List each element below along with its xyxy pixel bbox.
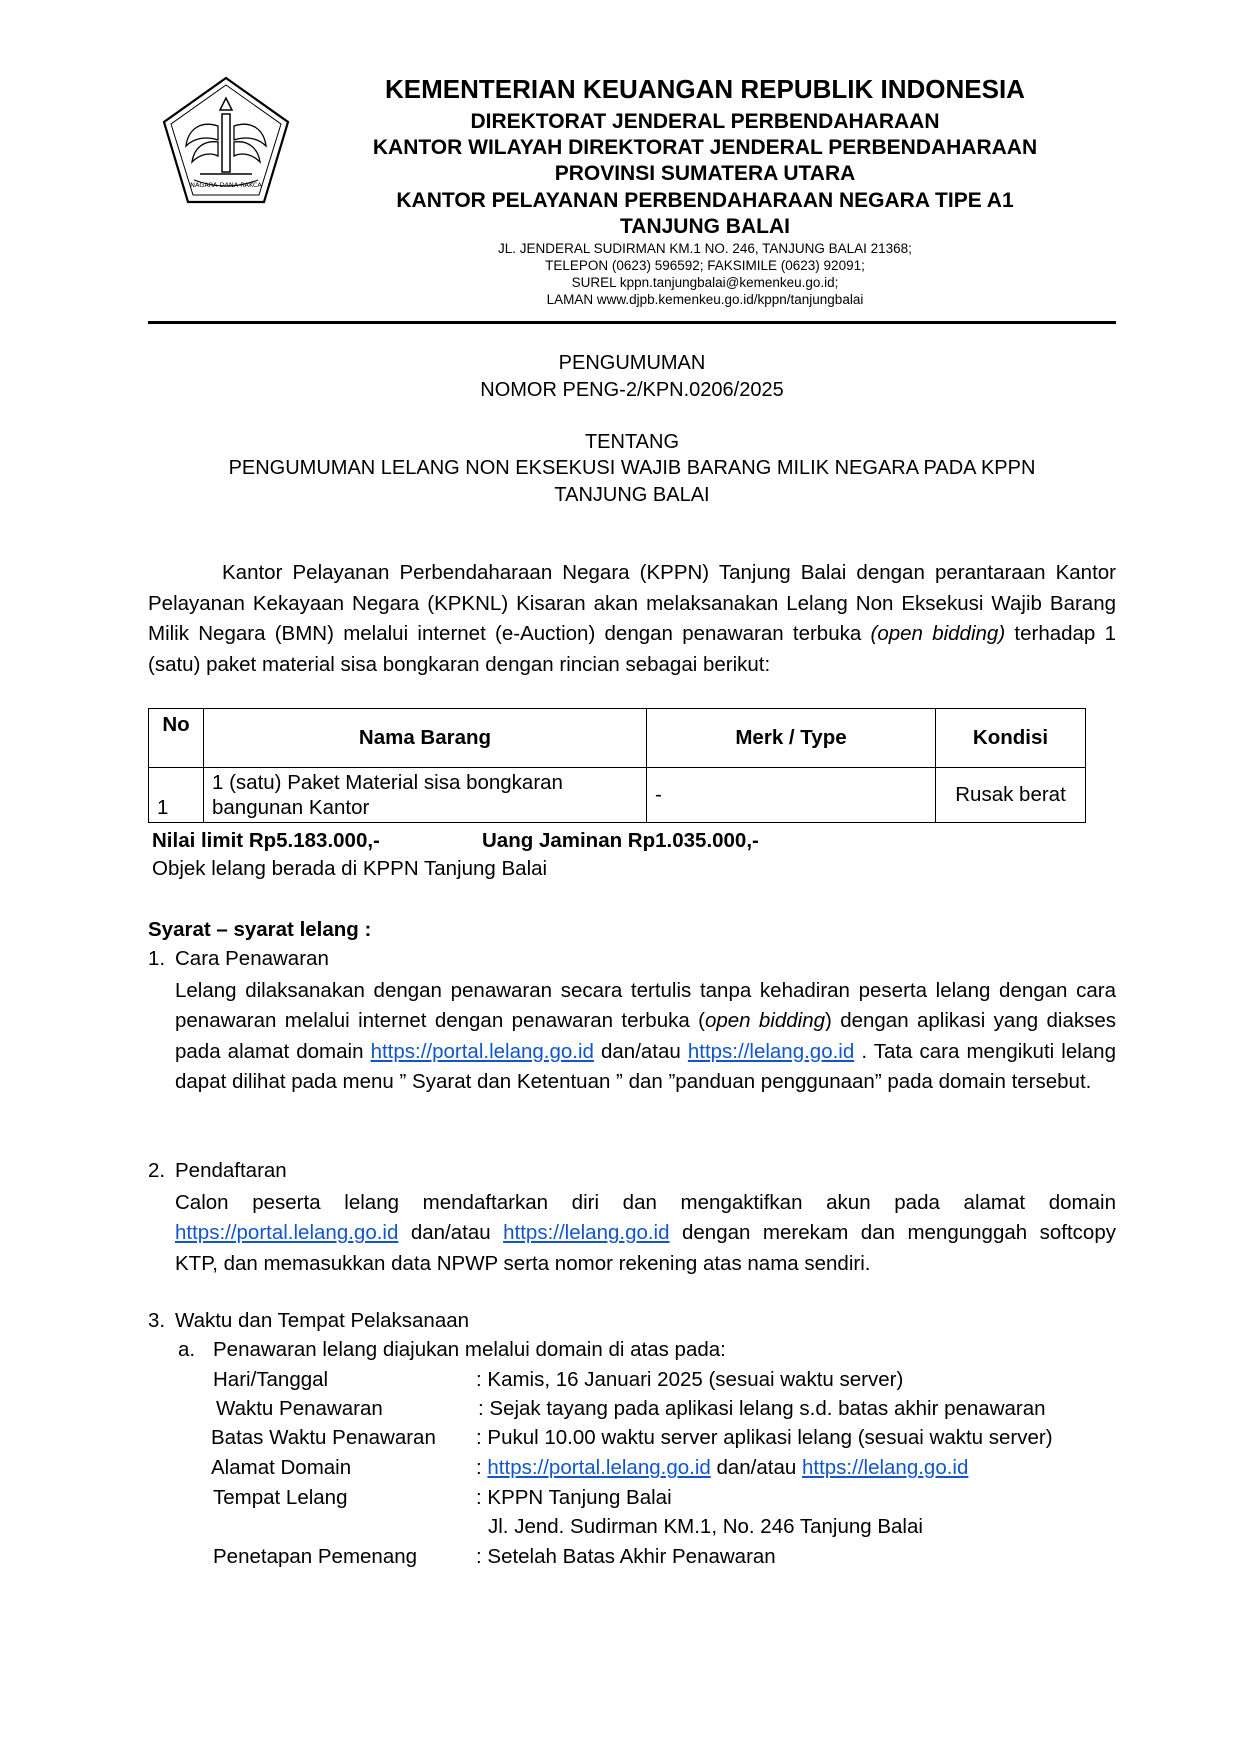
letterhead-divider bbox=[148, 321, 1116, 324]
table-header-name: Nama Barang bbox=[204, 709, 647, 768]
detail-key-winner: Penetapan Pemenang bbox=[213, 1545, 418, 1568]
portal-link[interactable]: https://portal.lelang.go.id bbox=[175, 1221, 399, 1245]
province-name: PROVINSI SUMATERA UTARA bbox=[554, 162, 856, 185]
ministry-logo bbox=[160, 76, 292, 208]
req1-number: 1. bbox=[148, 947, 166, 970]
cell-brand: - bbox=[647, 768, 936, 823]
detail-value-place-address: Jl. Jend. Sudirman KM.1, No. 246 Tanjung Balai bbox=[488, 1515, 923, 1538]
detail-value-domain: : https://portal.lelang.go.id dan/atau https://lelang.go.id bbox=[476, 1456, 969, 1479]
detail-value-place: : KPPN Tanjung Balai bbox=[476, 1486, 672, 1509]
table-header-brand: Merk / Type bbox=[647, 709, 936, 768]
ministry-name: KEMENTERIAN KEUANGAN REPUBLIK INDONESIA bbox=[385, 74, 1025, 104]
object-location: Objek lelang berada di KPPN Tanjung Balai bbox=[152, 857, 548, 880]
office-website: LAMAN www.djpb.kemenkeu.go.id/kppn/tanjungbalai bbox=[546, 292, 864, 307]
req3a-title: Penawaran lelang diajukan melalui domain di atas pada: bbox=[213, 1338, 726, 1361]
requirements-title: Syarat – syarat lelang : bbox=[148, 918, 372, 941]
detail-key-date: Hari/Tanggal bbox=[213, 1368, 329, 1391]
document-about: TENTANG bbox=[584, 431, 680, 453]
office-email: SUREL kppn.tanjungbalai@kemenkeu.go.id; bbox=[571, 275, 839, 290]
req1-body: Lelang dilaksanakan dengan penawaran secara tertulis tanpa kehadiran peserta lelang dengan cara penawaran melalui internet dengan penawaran terbuka (open bidding) dengan aplikasi yang diakses pada alamat domain https://portal.lelang.go.id dan/atau https://lelang.go.id . Tata cara mengikuti lelang dapat dilihat pada menu ” Syarat dan Ketentuan ” dan ”panduan penggunaan” pada domain tersebut. bbox=[175, 979, 1116, 1093]
office-phone: TELEPON (0623) 596592; FAKSIMILE (0623) 92091; bbox=[545, 258, 865, 273]
document-type: PENGUMUMAN bbox=[558, 352, 706, 374]
detail-value-date: : Kamis, 16 Januari 2025 (sesuai waktu server) bbox=[476, 1368, 904, 1391]
req2-title: Pendaftaran bbox=[175, 1159, 287, 1182]
detail-key-bid-time: Waktu Penawaran bbox=[216, 1397, 383, 1420]
document-subject-line2: TANJUNG BALAI bbox=[554, 484, 710, 506]
detail-key-place: Tempat Lelang bbox=[213, 1486, 348, 1509]
regional-office-name: KANTOR WILAYAH DIREKTORAT JENDERAL PERBENDAHARAAN bbox=[372, 136, 1038, 159]
intro-paragraph: Kantor Pelayanan Perbendaharaan Negara (KPPN) Tanjung Balai dengan perantaraan Kantor Pelayanan Kekayaan Negara (KPKNL) Kisaran akan melaksanakan Lelang Non Eksekusi Wajib Barang Milik Negara (BMN) melalui internet (e-Auction) dengan penawaran terbuka (open bidding) terhadap 1 (satu) paket material sisa bongkaran dengan rincian sebagai berikut: bbox=[148, 561, 1116, 676]
limit-value: Nilai limit Rp5.183.000,- bbox=[152, 829, 380, 852]
directorate-name: DIREKTORAT JENDERAL PERBENDAHARAAN bbox=[470, 110, 940, 133]
lelang-link[interactable]: https://lelang.go.id bbox=[801, 1456, 969, 1479]
table-header-no: No bbox=[149, 709, 204, 768]
logo-motto: NAGARA DANA RAKCA bbox=[190, 181, 262, 189]
table-header-condition: Kondisi bbox=[936, 709, 1086, 768]
req3-number: 3. bbox=[148, 1309, 166, 1332]
detail-value-bid-time: : Sejak tayang pada aplikasi lelang s.d. batas akhir penawaran bbox=[478, 1397, 1046, 1420]
office-name: KANTOR PELAYANAN PERBENDAHARAAN NEGARA TIPE A1 bbox=[396, 189, 1014, 212]
cell-no: 1 bbox=[149, 768, 204, 823]
cell-condition: Rusak berat bbox=[936, 768, 1086, 823]
req1-title: Cara Penawaran bbox=[175, 947, 329, 970]
document-number: NOMOR PENG-2/KPN.0206/2025 bbox=[480, 379, 784, 401]
document-subject-line1: PENGUMUMAN LELANG NON EKSEKUSI WAJIB BARANG MILIK NEGARA PADA KPPN bbox=[228, 457, 1036, 479]
req3a-label: a. bbox=[178, 1338, 196, 1361]
lelang-link[interactable]: https://lelang.go.id bbox=[503, 1221, 670, 1245]
lelang-link[interactable]: https://lelang.go.id bbox=[687, 1039, 855, 1063]
detail-key-deadline: Batas Waktu Penawaran bbox=[211, 1426, 436, 1449]
detail-value-winner: : Setelah Batas Akhir Penawaran bbox=[476, 1545, 776, 1568]
items-table bbox=[148, 708, 1086, 823]
office-city: TANJUNG BALAI bbox=[620, 215, 790, 238]
req2-body: Calon peserta lelang mendaftarkan diri dan mengaktifkan akun pada alamat domain https://portal.lelang.go.id dan/atau https://lelang.go.id dengan merekam dan mengunggah softcopy KTP, dan memasukkan data NPWP serta nomor rekening atas nama sendiri. bbox=[175, 1191, 1116, 1275]
table-row bbox=[149, 768, 1086, 823]
req3-title: Waktu dan Tempat Pelaksanaan bbox=[175, 1309, 470, 1332]
portal-link[interactable]: https://portal.lelang.go.id bbox=[487, 1456, 711, 1479]
cell-item-name: 1 (satu) Paket Material sisa bongkaran bangunan Kantor bbox=[204, 768, 647, 823]
portal-link[interactable]: https://portal.lelang.go.id bbox=[370, 1039, 594, 1063]
deposit-value: Uang Jaminan Rp1.035.000,- bbox=[482, 829, 759, 852]
req2-number: 2. bbox=[148, 1159, 166, 1182]
detail-key-domain: Alamat Domain bbox=[211, 1456, 352, 1479]
office-address: JL. JENDERAL SUDIRMAN KM.1 NO. 246, TANJUNG BALAI 21368; bbox=[498, 241, 912, 256]
detail-value-deadline: : Pukul 10.00 waktu server aplikasi lelang (sesuai waktu server) bbox=[476, 1426, 1053, 1449]
